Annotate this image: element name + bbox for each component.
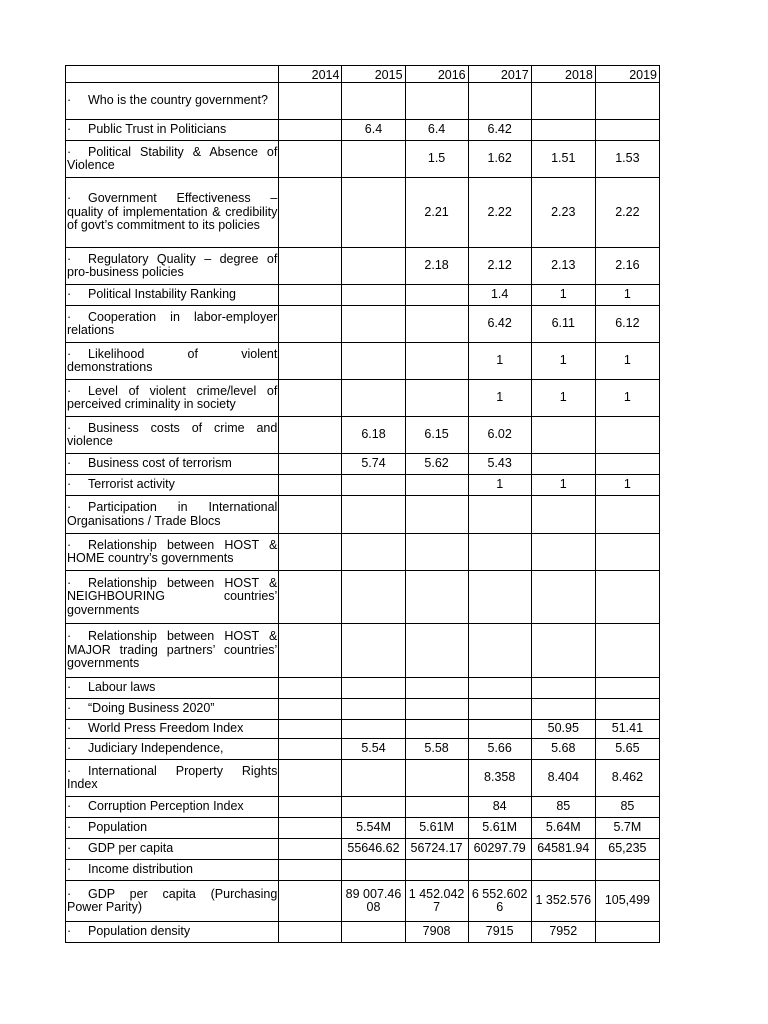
value-cell: 1.51 [531, 141, 595, 178]
indicator-label-cell [66, 475, 279, 496]
table-row [66, 818, 660, 839]
indicator-label: Likelihood of violent demonstrations [67, 346, 278, 374]
value-cell: 5.61M [405, 818, 468, 839]
value-cell [405, 496, 468, 534]
value-cell [342, 285, 405, 306]
indicator-label-cell [66, 720, 279, 739]
value-cell [405, 624, 468, 678]
value-cell [405, 797, 468, 818]
indicator-label: Judiciary Independence, [88, 741, 224, 756]
bullet-icon: · [67, 420, 72, 435]
value-cell: 1 [468, 343, 531, 380]
value-cell [531, 120, 595, 141]
indicator-label: Political Instability Ranking [88, 287, 236, 302]
value-cell [279, 306, 342, 343]
table-row [66, 178, 660, 248]
indicator-label: Population [88, 820, 148, 835]
indicator-label-cell [66, 571, 279, 624]
year-header: 2018 [531, 66, 595, 83]
bullet-icon: · [67, 841, 72, 856]
value-cell [279, 475, 342, 496]
value-cell [405, 83, 468, 120]
value-cell: 8.462 [595, 760, 659, 797]
value-cell [342, 496, 405, 534]
value-cell: 5.7M [595, 818, 659, 839]
indicator-label-cell [66, 417, 279, 454]
value-cell [468, 496, 531, 534]
table-row [66, 720, 660, 739]
bullet-icon: · [67, 191, 72, 206]
bullet-icon: · [67, 701, 72, 716]
value-cell: 56724.17 [405, 839, 468, 860]
table-row [66, 285, 660, 306]
value-cell: 1 [531, 285, 595, 306]
value-cell [279, 760, 342, 797]
value-cell [279, 860, 342, 881]
value-cell: 1 352.576 [531, 881, 595, 922]
value-cell: 6.42 [468, 306, 531, 343]
value-cell: 1 [468, 380, 531, 417]
indicator-label: Regulatory Quality – degree of pro-business policies [67, 251, 278, 279]
value-cell: 105,499 [595, 881, 659, 922]
indicator-label: Political Stability & Absence of Violence [67, 144, 278, 172]
bullet-icon: · [67, 886, 72, 901]
value-cell [279, 141, 342, 178]
value-cell [595, 678, 659, 699]
indicator-label: Terrorist activity [88, 477, 175, 492]
table-row [66, 922, 660, 943]
indicator-label-cell [66, 739, 279, 760]
indicator-label-cell [66, 306, 279, 343]
value-cell [468, 571, 531, 624]
value-cell: 2.23 [531, 178, 595, 248]
value-cell [342, 178, 405, 248]
indicator-label-cell [66, 285, 279, 306]
value-cell [595, 417, 659, 454]
value-cell [531, 699, 595, 720]
value-cell [342, 534, 405, 571]
indicator-label-cell [66, 760, 279, 797]
value-cell: 6.42 [468, 120, 531, 141]
value-cell [279, 571, 342, 624]
indicator-label-cell [66, 83, 279, 120]
value-cell [405, 534, 468, 571]
value-cell: 5.64M [531, 818, 595, 839]
value-cell: 60297.79 [468, 839, 531, 860]
value-cell [342, 343, 405, 380]
value-cell: 6.02 [468, 417, 531, 454]
bullet-icon: · [67, 309, 72, 324]
value-cell: 85 [531, 797, 595, 818]
value-cell: 89 007.4608 [342, 881, 405, 922]
value-cell [405, 285, 468, 306]
indicator-label: “Doing Business 2020” [88, 701, 215, 716]
value-cell [279, 678, 342, 699]
indicator-label-cell [66, 343, 279, 380]
value-cell: 1 [531, 343, 595, 380]
bullet-icon: · [67, 456, 72, 471]
indicator-label-cell [66, 699, 279, 720]
indicator-label: Cooperation in labor-employer relations [67, 309, 278, 337]
value-cell: 6.15 [405, 417, 468, 454]
indicator-label-cell [66, 141, 279, 178]
value-cell [279, 178, 342, 248]
value-cell: 2.16 [595, 248, 659, 285]
value-cell: 5.54 [342, 739, 405, 760]
value-cell [279, 496, 342, 534]
bullet-icon: · [67, 122, 72, 137]
value-cell [595, 922, 659, 943]
table-row [66, 120, 660, 141]
value-cell [342, 141, 405, 178]
value-cell: 5.54M [342, 818, 405, 839]
value-cell [595, 699, 659, 720]
bullet-icon: · [67, 799, 72, 814]
bullet-icon: · [67, 537, 72, 552]
value-cell: 1 [595, 343, 659, 380]
value-cell: 1 [531, 475, 595, 496]
indicator-label: Labour laws [88, 680, 156, 695]
value-cell [468, 624, 531, 678]
indicator-label-cell [66, 624, 279, 678]
indicator-label-cell [66, 839, 279, 860]
value-cell [279, 417, 342, 454]
value-cell [405, 678, 468, 699]
value-cell: 1.53 [595, 141, 659, 178]
table-row [66, 417, 660, 454]
value-cell [595, 496, 659, 534]
table-row [66, 699, 660, 720]
value-cell [468, 83, 531, 120]
value-cell: 7915 [468, 922, 531, 943]
indicator-label-cell [66, 120, 279, 141]
value-cell [342, 760, 405, 797]
table-row [66, 760, 660, 797]
value-cell [279, 922, 342, 943]
year-header: 2019 [595, 66, 659, 83]
indicator-label-cell [66, 922, 279, 943]
indicator-label: Business costs of crime and violence [67, 420, 278, 448]
bullet-icon: · [67, 721, 72, 736]
indicator-label-cell [66, 797, 279, 818]
value-cell: 5.65 [595, 739, 659, 760]
value-cell: 5.68 [531, 739, 595, 760]
bullet-icon: · [67, 346, 72, 361]
year-header: 2016 [405, 66, 468, 83]
value-cell: 1 [531, 380, 595, 417]
value-cell: 7908 [405, 922, 468, 943]
value-cell [405, 699, 468, 720]
bullet-icon: · [67, 144, 72, 159]
value-cell [279, 739, 342, 760]
value-cell [279, 454, 342, 475]
value-cell: 6.4 [342, 120, 405, 141]
value-cell [405, 343, 468, 380]
bullet-icon: · [67, 575, 72, 590]
table-row [66, 83, 660, 120]
value-cell: 85 [595, 797, 659, 818]
value-cell [342, 860, 405, 881]
value-cell: 2.18 [405, 248, 468, 285]
value-cell [279, 285, 342, 306]
value-cell: 1 [595, 380, 659, 417]
value-cell: 5.62 [405, 454, 468, 475]
data-table [65, 65, 660, 943]
value-cell [342, 624, 405, 678]
value-cell [279, 818, 342, 839]
indicator-label: World Press Freedom Index [88, 721, 244, 736]
table-row [66, 475, 660, 496]
value-cell [531, 678, 595, 699]
value-cell [531, 454, 595, 475]
bullet-icon: · [67, 287, 72, 302]
value-cell [342, 571, 405, 624]
bullet-icon: · [67, 763, 72, 778]
value-cell [342, 475, 405, 496]
value-cell [595, 534, 659, 571]
value-cell: 50.95 [531, 720, 595, 739]
header-blank-cell [66, 66, 279, 83]
indicator-label: Corruption Perception Index [88, 799, 244, 814]
bullet-icon: · [67, 629, 72, 644]
value-cell [342, 678, 405, 699]
value-cell [279, 343, 342, 380]
table-row [66, 571, 660, 624]
value-cell: 1 [468, 475, 531, 496]
value-cell: 65,235 [595, 839, 659, 860]
value-cell: 64581.94 [531, 839, 595, 860]
value-cell [405, 860, 468, 881]
value-cell [342, 797, 405, 818]
table-row [66, 739, 660, 760]
value-cell [279, 624, 342, 678]
value-cell: 5.58 [405, 739, 468, 760]
value-cell [531, 571, 595, 624]
value-cell [595, 624, 659, 678]
indicator-label: Relationship between HOST & MAJOR trading partners’ countries’ governments [67, 629, 278, 671]
indicator-label-cell [66, 454, 279, 475]
indicator-label-cell [66, 534, 279, 571]
indicator-label-cell [66, 678, 279, 699]
value-cell: 1.62 [468, 141, 531, 178]
table-row [66, 306, 660, 343]
bullet-icon: · [67, 93, 72, 108]
table-row [66, 343, 660, 380]
value-cell: 1 [595, 285, 659, 306]
value-cell [405, 475, 468, 496]
header-row [66, 66, 660, 83]
value-cell [279, 83, 342, 120]
value-cell: 6.18 [342, 417, 405, 454]
value-cell [342, 248, 405, 285]
value-cell [342, 306, 405, 343]
value-cell: 5.61M [468, 818, 531, 839]
year-header: 2014 [279, 66, 342, 83]
value-cell [342, 380, 405, 417]
value-cell [468, 534, 531, 571]
indicator-label: Business cost of terrorism [88, 456, 232, 471]
indicator-label: Level of violent crime/level of perceived criminality in society [67, 383, 278, 411]
value-cell: 84 [468, 797, 531, 818]
indicator-label: Relationship between HOST & NEIGHBOURING countries’ governments [67, 575, 278, 617]
value-cell [595, 860, 659, 881]
value-cell [468, 699, 531, 720]
value-cell: 5.43 [468, 454, 531, 475]
value-cell [595, 120, 659, 141]
indicator-label: Population density [88, 924, 191, 939]
bullet-icon: · [67, 383, 72, 398]
value-cell: 1 452.0427 [405, 881, 468, 922]
indicator-label: International Property Rights Index [67, 763, 278, 791]
indicator-label-cell [66, 860, 279, 881]
year-header: 2017 [468, 66, 531, 83]
value-cell: 6.12 [595, 306, 659, 343]
table-row [66, 454, 660, 475]
bullet-icon: · [67, 500, 72, 514]
indicator-label: Public Trust in Politicians [88, 122, 227, 137]
table-row [66, 248, 660, 285]
value-cell [531, 496, 595, 534]
value-cell [279, 720, 342, 739]
indicator-label: Government Effectiveness – quality of implementation & credibility of govt’s commitment to its policies [67, 191, 278, 233]
value-cell: 1 [595, 475, 659, 496]
table-row [66, 380, 660, 417]
value-cell: 6.11 [531, 306, 595, 343]
value-cell: 8.404 [531, 760, 595, 797]
value-cell [342, 720, 405, 739]
table-row [66, 881, 660, 922]
value-cell [342, 699, 405, 720]
value-cell: 2.22 [468, 178, 531, 248]
value-cell [279, 839, 342, 860]
value-cell [279, 120, 342, 141]
indicator-label: Who is the country government? [88, 93, 268, 108]
indicator-label-cell [66, 380, 279, 417]
bullet-icon: · [67, 862, 72, 877]
value-cell [531, 624, 595, 678]
indicator-label: GDP per capita (Purchasing Power Parity) [67, 886, 278, 914]
bullet-icon: · [67, 820, 72, 835]
value-cell: 2.21 [405, 178, 468, 248]
value-cell [279, 248, 342, 285]
value-cell: 2.12 [468, 248, 531, 285]
value-cell [468, 678, 531, 699]
indicator-label-cell [66, 248, 279, 285]
value-cell [595, 83, 659, 120]
table-row [66, 839, 660, 860]
value-cell [279, 881, 342, 922]
table-row [66, 860, 660, 881]
indicator-label: Income distribution [88, 862, 193, 877]
value-cell [279, 699, 342, 720]
value-cell: 7952 [531, 922, 595, 943]
value-cell [595, 571, 659, 624]
value-cell: 1.5 [405, 141, 468, 178]
table-row [66, 141, 660, 178]
value-cell [279, 797, 342, 818]
value-cell [468, 720, 531, 739]
value-cell: 5.74 [342, 454, 405, 475]
value-cell [531, 83, 595, 120]
value-cell [405, 571, 468, 624]
bullet-icon: · [67, 477, 72, 492]
value-cell [531, 417, 595, 454]
value-cell [468, 860, 531, 881]
value-cell [531, 860, 595, 881]
indicator-label-cell [66, 496, 279, 534]
table-row [66, 624, 660, 678]
value-cell [279, 380, 342, 417]
bullet-icon: · [67, 924, 72, 939]
value-cell [342, 83, 405, 120]
value-cell: 2.13 [531, 248, 595, 285]
value-cell: 6 552.6026 [468, 881, 531, 922]
value-cell [342, 922, 405, 943]
table-row [66, 496, 660, 534]
value-cell: 55646.62 [342, 839, 405, 860]
table-row [66, 678, 660, 699]
table-row [66, 534, 660, 571]
indicator-label: GDP per capita [88, 841, 174, 856]
value-cell [279, 534, 342, 571]
value-cell [531, 534, 595, 571]
value-cell: 51.41 [595, 720, 659, 739]
table-row [66, 797, 660, 818]
value-cell: 2.22 [595, 178, 659, 248]
bullet-icon: · [67, 741, 72, 756]
bullet-icon: · [67, 680, 72, 695]
value-cell [405, 760, 468, 797]
value-cell [405, 720, 468, 739]
value-cell: 1.4 [468, 285, 531, 306]
year-header: 2015 [342, 66, 405, 83]
value-cell: 8.358 [468, 760, 531, 797]
indicator-label-cell [66, 881, 279, 922]
indicator-label: Relationship between HOST & HOME country’s governments [67, 537, 278, 565]
indicator-label-cell [66, 178, 279, 248]
value-cell: 6.4 [405, 120, 468, 141]
indicator-label: Participation in International Organisations / Trade Blocs [67, 500, 278, 528]
value-cell [595, 454, 659, 475]
indicator-label-cell [66, 818, 279, 839]
value-cell [405, 380, 468, 417]
value-cell [405, 306, 468, 343]
value-cell: 5.66 [468, 739, 531, 760]
bullet-icon: · [67, 251, 72, 266]
